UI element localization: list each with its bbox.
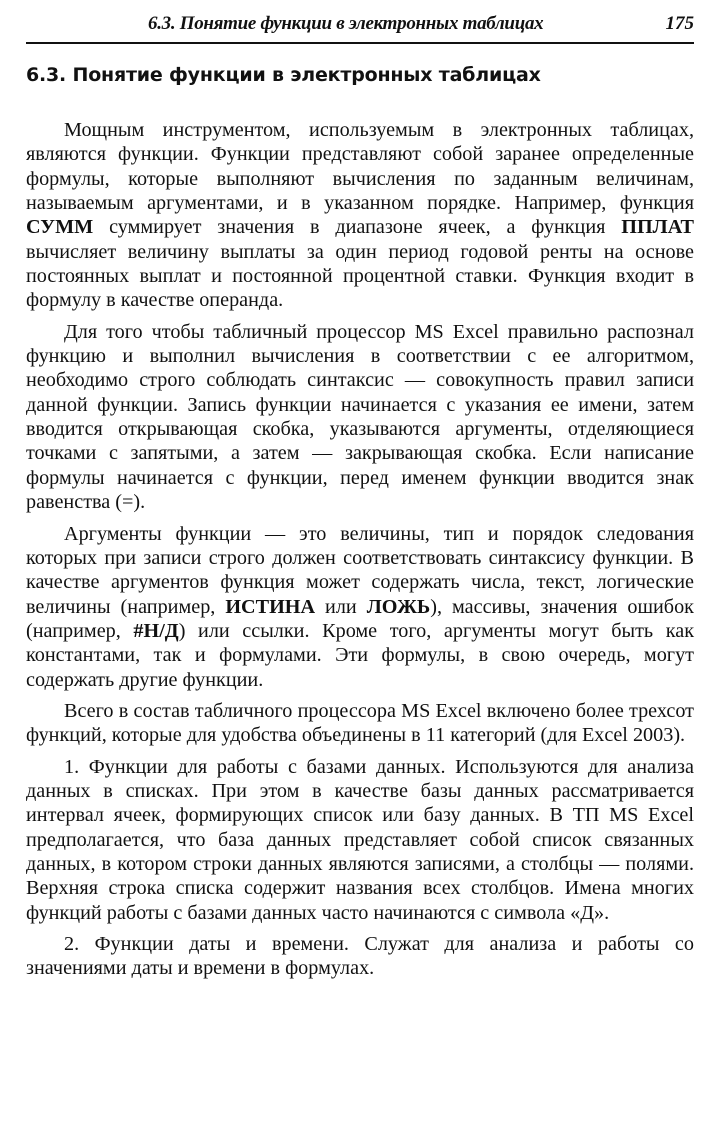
text-run: ), массивы, значения ошибок (например, [26, 595, 694, 642]
function-name-pplat: ППЛАТ [621, 216, 694, 239]
body-text [26, 118, 694, 981]
text-run: или [315, 595, 367, 618]
running-header-title: 6.3. Понятие функции в электронных таблицах [148, 13, 544, 34]
page-number: 175 [665, 13, 694, 34]
text-run: суммирует значения в диапазоне ячеек, а функция [93, 216, 622, 239]
error-value-na: #Н/Д [133, 619, 179, 642]
running-header [26, 0, 694, 44]
text-run: ) или ссылки. Кроме того, аргументы могут быть как константами, так и формулами. Эти формулы, в свою очередь, могут содержать другие функции. [26, 619, 694, 691]
function-name-sum: СУММ [26, 216, 94, 239]
value-true: ИСТИНА [225, 595, 316, 618]
text-run: вычисляет величину выплаты за один период годовой ренты на основе постоянных выплат и постоянной процентной ставки. Функция входит в формулу в качестве операнда. [26, 240, 694, 312]
paragraph-4: Всего в состав табличного процессора MS Excel включено более трехсот функций, которые для удобства объединены в 11 категорий (для Excel 2003). [26, 699, 694, 747]
value-false: ЛОЖЬ [366, 595, 431, 618]
paragraph-1 [26, 118, 694, 313]
book-page [26, 0, 694, 988]
paragraph-2: Для того чтобы табличный процессор MS Excel правильно распознал функцию и выполнил вычисления в соответствии с ее алгоритмом, необходимо строго соблюдать синтаксис — совокупность правил записи данной функции. Запись функции начинается с указания ее имени, затем вводится открывающая скобка, указываются аргументы, отделяющиеся точками с запятыми, а затем — закрывающая скобка. Если написание формулы начинается с функции, перед именем функции вводится знак равенства (=). [26, 320, 694, 514]
text-run: Мощным инструментом, используемым в электронных таблицах, являются функции. Функции представляют собой заранее определенные формулы, которые выполняют вычисления по заданным величинам, называемым аргументами, и в указанном порядке. Например, функция [26, 119, 694, 215]
paragraph-3 [26, 522, 694, 692]
paragraph-6: 2. Функции даты и времени. Служат для анализа и работы со значениями даты и времени в формулах. [26, 933, 694, 980]
text-run: Аргументы функции — это величины, тип и порядок следования которых при записи строго должен соответствовать синтаксису функции. В качестве аргументов функция может содержать числа, текст, логические величины (например, [26, 522, 694, 618]
section-title: 6.3. Понятие функции в электронных таблицах [26, 64, 541, 86]
paragraph-5: 1. Функции для работы с базами данных. Используются для анализа данных в списках. При этом в качестве базы данных рассматривается интервал ячеек, формирующих список или базу данных. В ТП MS Excel предполагается, что база данных представляет собой список связанных данных, в котором строки данных являются записями, а столбцы — полями. Верхняя строка списка содержит названия всех столбцов. Имена многих функций работы с базами данных часто начинаются с символа «Д». [26, 755, 694, 924]
